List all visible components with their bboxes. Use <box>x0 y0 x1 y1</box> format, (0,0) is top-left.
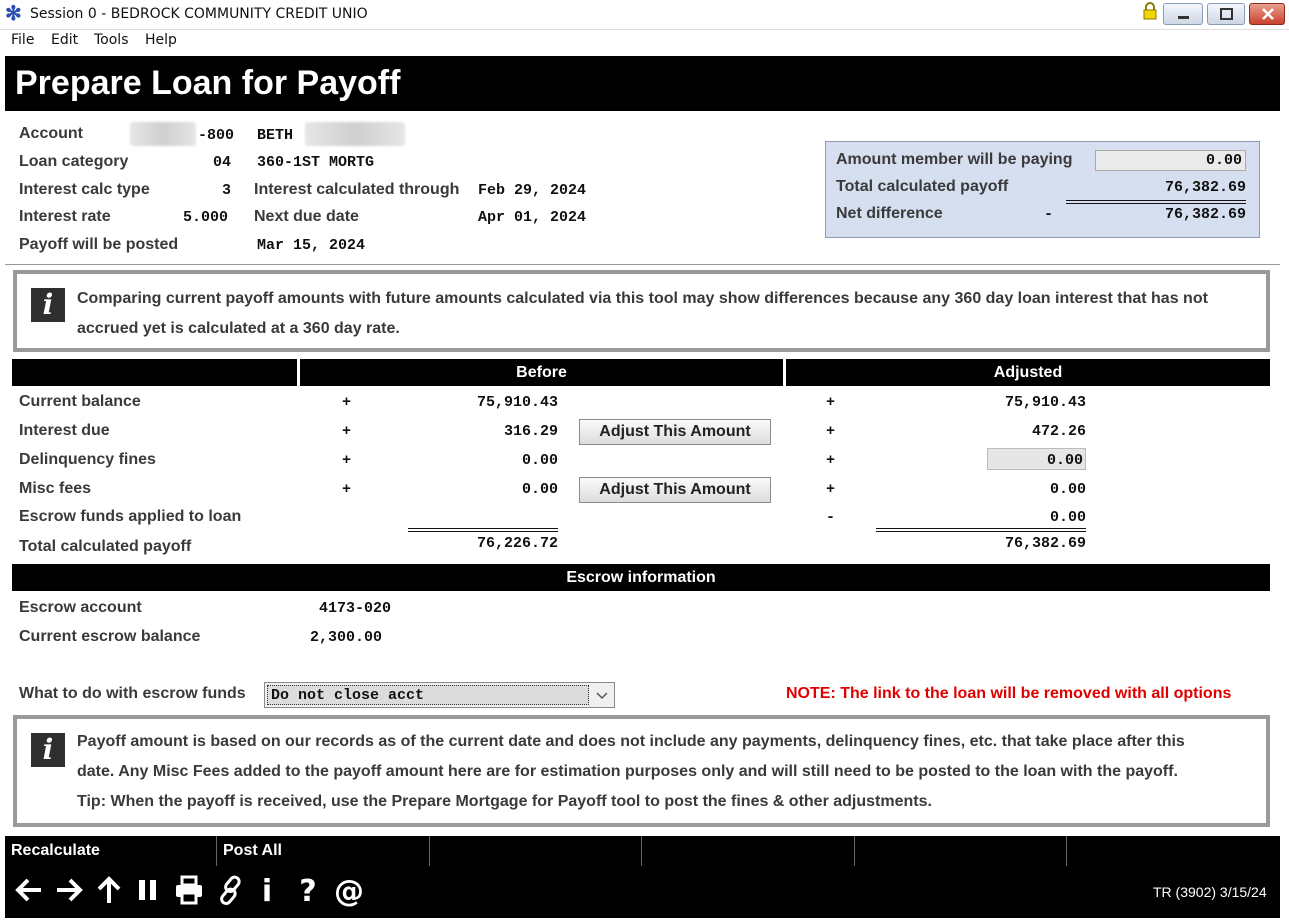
asterisk-app-icon: ✻ <box>5 3 22 25</box>
chevron-down-icon <box>595 691 609 701</box>
misc-fees-adjusted: 0.00 <box>1049 481 1086 498</box>
payoff-summary-box <box>825 141 1260 238</box>
help-icon[interactable]: ? <box>299 874 317 909</box>
current-balance-label: Current balance <box>19 393 141 410</box>
adjusted-header: Adjusted <box>786 359 1270 386</box>
delinquency-fines-label: Delinquency fines <box>19 451 156 468</box>
account-suffix: -800 <box>198 127 235 144</box>
interest-rate-label: Interest rate <box>19 208 111 225</box>
escrow-balance-value: 2,300.00 <box>310 629 383 646</box>
payoff-notice-box <box>13 715 1270 827</box>
interest-due-before: 316.29 <box>503 423 558 440</box>
before-total-rule <box>408 528 558 532</box>
forward-arrow-icon[interactable] <box>51 874 87 915</box>
next-due-date: Apr 01, 2024 <box>478 209 587 226</box>
misc-fees-before-sign: + <box>342 481 352 498</box>
window-titlebar <box>0 0 1289 30</box>
interest-notice-text: Comparing current payoff amounts with future amounts calculated via this tool may show differences because any 360 day loan interest that has not accrued yet is calculated at a 360 day rate. <box>77 290 1208 337</box>
page-header <box>5 56 1280 111</box>
info-icon[interactable]: i <box>261 874 273 909</box>
misc-fees-before: 0.00 <box>521 481 558 498</box>
link-icon[interactable] <box>213 874 249 915</box>
account-label: Account <box>19 125 83 142</box>
close-icon <box>1250 4 1286 24</box>
escrow-action-selected: Do not close acct <box>267 685 589 705</box>
menu-edit[interactable]: Edit <box>51 32 79 48</box>
total-payoff-row-label: Total calculated payoff <box>19 538 192 555</box>
function-key-bar <box>5 836 1280 866</box>
maximize-icon <box>1208 4 1246 24</box>
interest-calc-type-label: Interest calc type <box>19 181 150 198</box>
section-divider <box>5 264 1280 265</box>
member-paying-input[interactable]: 0.00 <box>1095 150 1246 171</box>
interest-due-before-sign: + <box>342 423 352 440</box>
misc-fees-label: Misc fees <box>19 480 92 497</box>
up-arrow-icon[interactable] <box>91 874 127 915</box>
current-balance-adjusted: 75,910.43 <box>1004 394 1086 411</box>
payoff-posted-label: Payoff will be posted <box>19 236 179 253</box>
interest-due-adjusted-sign: + <box>826 423 836 440</box>
total-payoff-adjusted: 76,382.69 <box>1004 535 1086 552</box>
page-title: Prepare Loan for Payoff <box>15 64 401 102</box>
current-balance-before-sign: + <box>342 394 352 411</box>
menu-help[interactable]: Help <box>145 32 177 48</box>
bottom-toolbar <box>5 866 1280 918</box>
payoff-posted-date: Mar 15, 2024 <box>257 237 366 254</box>
total-payoff-value: 76,382.69 <box>1164 179 1246 196</box>
misc-fees-adjusted-sign: + <box>826 481 836 498</box>
payoff-notice-line2: date. Any Misc Fees added to the payoff amount here are for estimation purposes only and will still need to be posted to the loan with the payoff. <box>77 763 1178 780</box>
loan-category-label: Loan category <box>19 153 129 170</box>
escrow-action-select[interactable] <box>264 682 615 708</box>
delinquency-adjusted-input[interactable]: 0.00 <box>987 448 1086 470</box>
interest-due-label: Interest due <box>19 422 110 439</box>
escrow-applied-label: Escrow funds applied to loan <box>19 508 242 525</box>
escrow-account-label: Escrow account <box>19 599 142 616</box>
interest-calc-type: 3 <box>222 182 232 199</box>
loan-category-code: 04 <box>213 154 232 171</box>
lock-icon <box>1143 2 1157 20</box>
current-balance-before: 75,910.43 <box>476 394 558 411</box>
minimize-button[interactable] <box>1163 3 1203 25</box>
member-first-name: BETH <box>257 127 294 144</box>
pause-icon[interactable] <box>133 874 163 915</box>
status-text: TR (3902) 3/15/24 <box>1153 884 1267 900</box>
delinquency-adjusted-sign: + <box>826 452 836 469</box>
maximize-button[interactable] <box>1207 3 1245 25</box>
next-due-label: Next due date <box>254 208 359 225</box>
escrow-action-label: What to do with escrow funds <box>19 685 246 702</box>
before-header: Before <box>300 359 783 386</box>
total-payoff-label: Total calculated payoff <box>836 178 1009 195</box>
net-difference-sign: - <box>1044 206 1054 223</box>
fkey-5-button[interactable] <box>855 836 1067 866</box>
adjusted-total-rule <box>876 528 1086 532</box>
menu-file[interactable]: File <box>11 32 35 48</box>
post-all-button[interactable]: Post All <box>217 836 430 866</box>
redacted-account-number <box>130 122 196 146</box>
adjust-interest-button[interactable]: Adjust This Amount <box>579 419 771 445</box>
escrow-applied-adjusted-sign: - <box>826 509 836 526</box>
menu-bar <box>0 30 1289 52</box>
minimize-icon <box>1164 4 1204 24</box>
info-icon: i <box>31 288 65 322</box>
escrow-balance-label: Current escrow balance <box>19 628 201 645</box>
table-header-blank <box>12 359 297 386</box>
interest-notice-box <box>13 270 1270 352</box>
interest-rate: 5.000 <box>183 209 229 226</box>
info-icon: i <box>31 733 65 767</box>
loan-category-desc: 360-1ST MORTG <box>257 154 375 171</box>
escrow-note: NOTE: The link to the loan will be removed with all options <box>786 685 1232 702</box>
interest-due-adjusted: 472.26 <box>1031 423 1086 440</box>
fkey-6-button[interactable] <box>1067 836 1280 866</box>
back-arrow-icon[interactable] <box>11 874 47 915</box>
interest-through-label: Interest calculated through <box>254 181 460 198</box>
delinquency-before: 0.00 <box>521 452 558 469</box>
at-icon[interactable]: @ <box>334 874 364 909</box>
menu-tools[interactable]: Tools <box>94 32 129 48</box>
escrow-info-header: Escrow information <box>12 564 1270 591</box>
escrow-applied-adjusted: 0.00 <box>1049 509 1086 526</box>
fkey-3-button[interactable] <box>430 836 642 866</box>
escrow-account-value: 4173-020 <box>319 600 392 617</box>
total-payoff-before: 76,226.72 <box>476 535 558 552</box>
close-button[interactable] <box>1249 3 1285 25</box>
recalculate-button[interactable]: Recalculate <box>5 836 217 866</box>
adjust-misc-fees-button[interactable]: Adjust This Amount <box>579 477 771 503</box>
print-icon[interactable] <box>171 874 207 915</box>
current-balance-adjusted-sign: + <box>826 394 836 411</box>
delinquency-before-sign: + <box>342 452 352 469</box>
net-difference-value: 76,382.69 <box>1164 206 1246 223</box>
interest-through-date: Feb 29, 2024 <box>478 182 587 199</box>
fkey-4-button[interactable] <box>642 836 855 866</box>
payoff-total-rule <box>1066 200 1246 204</box>
window-title: Session 0 - BEDROCK COMMUNITY CREDIT UNIO <box>30 6 368 22</box>
payoff-notice-line3: Tip: When the payoff is received, use the Prepare Mortgage for Payoff tool to post the fines & other adjustments. <box>77 793 932 810</box>
redacted-member-last-name <box>305 122 405 146</box>
net-difference-label: Net difference <box>836 205 943 222</box>
member-paying-label: Amount member will be paying <box>836 151 1073 168</box>
payoff-notice-line1: Payoff amount is based on our records as of the current date and does not include any payments, delinquency fines, etc. that take place after this <box>77 733 1185 750</box>
